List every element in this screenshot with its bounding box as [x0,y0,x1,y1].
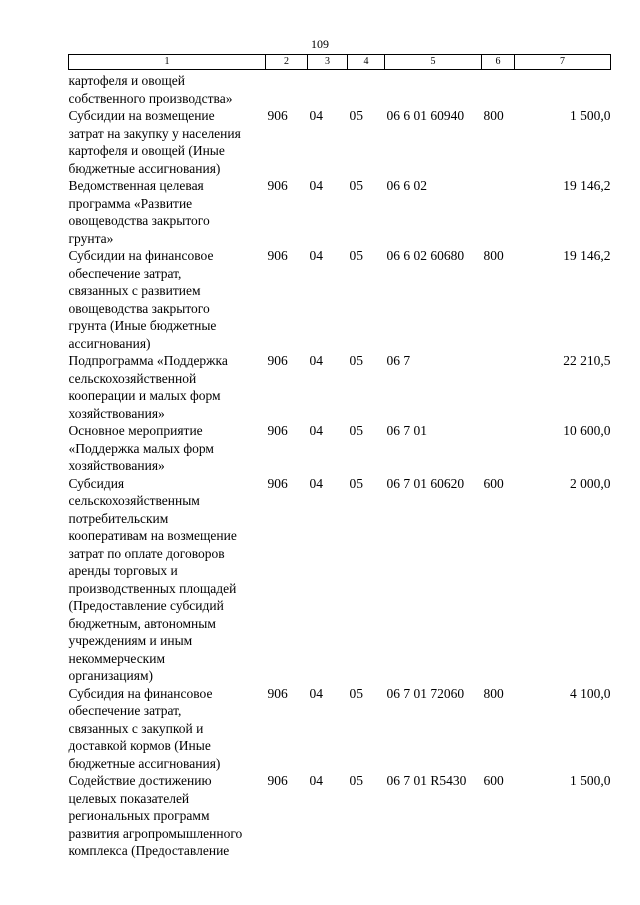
row-name-line: обеспечение затрат, [68,265,182,281]
cell-target-article: 06 6 02 60680 [386,248,465,263]
cell-amount: 19 146,2 [563,248,611,263]
page-number: 109 [311,37,329,51]
row-name-line: организациям) [68,668,154,683]
cell-subsection: 05 [349,423,363,438]
row-name-line: кооперации и малых форм [68,388,221,403]
row-name-line: затрат на закупку у населения [68,125,241,141]
row-name-line: (Предоставление субсидий [68,598,224,613]
row-name-line: Ведомственная целевая [68,178,204,193]
cell-target-article: 06 7 01 [386,423,427,438]
row-name [69,422,266,475]
row-name-line: учреждениям и иным [68,633,193,648]
row-name-line: связанных с закупкой и [68,720,204,736]
cell-section: 04 [309,178,323,193]
cell-target-article: 06 7 01 R5430 [386,773,467,788]
table-row [69,772,611,860]
cell-section: 04 [309,353,323,368]
cell-amount: 4 100,0 [570,685,611,701]
header-col-1: 1 [69,55,266,70]
cell-subsection: 05 [349,353,363,368]
row-name-line: хозяйствования» [68,405,165,421]
cell-chapter-code: 906 [267,248,288,263]
row-name-line: грунта (Иные бюджетные [68,318,217,333]
row-name-line: Субсидия [68,475,125,491]
cell-section: 04 [309,773,323,788]
row-name [69,107,266,177]
cell-chapter-code [266,70,308,108]
cell-amount: 22 210,5 [563,353,611,368]
row-name-line: целевых показателей [68,790,190,806]
cell-target-article: 06 7 [386,353,411,368]
row-name [69,70,266,108]
row-name-line: бюджетным, автономным [68,615,216,631]
row-name-line: Субсидии на финансовое [68,248,214,263]
row-name-line: грунта» [68,230,114,246]
cell-amount: 1 500,0 [570,773,611,788]
cell-expense-type: 600 [483,773,504,788]
row-name-line: аренды торговых и [68,563,178,578]
row-name-line: программа «Развитие [68,195,193,211]
header-col-2: 2 [266,55,308,70]
cell-chapter-code: 906 [267,423,288,438]
cell-amount: 10 600,0 [563,423,611,438]
row-name-line: некоммерческим [68,650,166,666]
cell-section: 04 [309,108,323,123]
row-name-line: картофеля и овощей (Иные [68,143,225,158]
row-name [69,475,266,685]
row-name-line: сельскохозяйственной [68,370,197,386]
row-name-line: развития агропромышленного [68,825,243,841]
row-name-line: комплекса (Предоставление [68,843,230,858]
cell-section: 04 [309,685,323,701]
row-name [69,177,266,247]
header-col-4: 4 [348,55,385,70]
cell-section: 04 [309,248,323,263]
row-name-line: потребительским [68,510,169,526]
cell-section: 04 [309,423,323,438]
cell-amount: 2 000,0 [570,475,611,491]
cell-expense-type [482,70,515,108]
header-col-6: 6 [482,55,515,70]
cell-chapter-code: 906 [267,685,288,701]
cell-chapter-code: 906 [267,353,288,368]
row-name-line: сельскохозяйственным [68,493,200,508]
table-row [69,685,611,773]
header-col-5: 5 [385,55,482,70]
header-col-3: 3 [308,55,348,70]
cell-subsection [348,70,385,108]
cell-expense-type: 800 [483,108,504,123]
cell-subsection: 05 [349,108,363,123]
row-name-line: Субсидии на возмещение [68,108,215,123]
cell-target-article [385,70,482,108]
cell-chapter-code: 906 [267,475,288,491]
table-row [69,475,611,685]
table-body [69,70,611,860]
row-name-line: кооперативам на возмещение [68,528,237,543]
row-name-line: собственного производства» [68,90,233,106]
row-name-line: бюджетные ассигнования) [68,160,221,176]
table-row [69,247,611,352]
table-row [69,70,611,108]
cell-subsection: 05 [349,248,363,263]
cell-target-article: 06 7 01 60620 [386,475,465,491]
row-name-line: доставкой кормов (Иные [68,738,211,753]
row-name [69,352,266,422]
cell-section: 04 [309,475,323,491]
cell-expense-type [482,177,515,247]
table-row [69,107,611,177]
row-name [69,772,266,860]
table-row [69,177,611,247]
cell-expense-type: 800 [483,248,504,263]
cell-chapter-code: 906 [267,108,288,123]
table-row [69,352,611,422]
cell-expense-type: 800 [483,685,504,701]
table-header-row [69,55,611,70]
cell-target-article: 06 6 01 60940 [386,108,465,123]
cell-section [308,70,348,108]
cell-amount: 19 146,2 [563,178,611,193]
row-name-line: «Поддержка малых форм [68,440,214,456]
row-name [69,247,266,352]
row-name-line: Основное мероприятие [68,423,203,438]
cell-target-article: 06 6 02 [386,178,427,193]
cell-amount [515,70,611,108]
cell-expense-type [482,422,515,475]
row-name-line: затрат по оплате договоров [68,545,225,561]
row-name-line: картофеля и овощей [68,73,185,88]
cell-subsection: 05 [349,475,363,491]
row-name-line: обеспечение затрат, [68,703,182,718]
cell-target-article: 06 7 01 72060 [386,685,465,701]
budget-table [68,54,611,860]
row-name-line: Подпрограмма «Поддержка [68,353,228,368]
cell-subsection: 05 [349,773,363,788]
row-name-line: бюджетные ассигнования) [68,755,221,771]
cell-chapter-code: 906 [267,773,288,788]
row-name-line: хозяйствования» [68,458,165,473]
cell-chapter-code: 906 [267,178,288,193]
row-name-line: овощеводства закрытого [68,300,210,316]
row-name-line: связанных с развитием [68,283,201,298]
row-name-line: производственных площадей [68,580,237,596]
row-name-line: Субсидия на финансовое [68,685,213,701]
cell-subsection: 05 [349,178,363,193]
row-name-line: овощеводства закрытого [68,213,210,228]
table-row [69,422,611,475]
row-name [69,685,266,773]
header-col-7: 7 [515,55,611,70]
cell-amount: 1 500,0 [570,108,611,123]
row-name-line: ассигнования) [68,335,151,351]
cell-expense-type: 600 [483,475,504,491]
row-name-line: региональных программ [68,808,210,823]
row-name-line: Содействие достижению [68,773,212,788]
cell-expense-type [482,352,515,422]
cell-subsection: 05 [349,685,363,701]
